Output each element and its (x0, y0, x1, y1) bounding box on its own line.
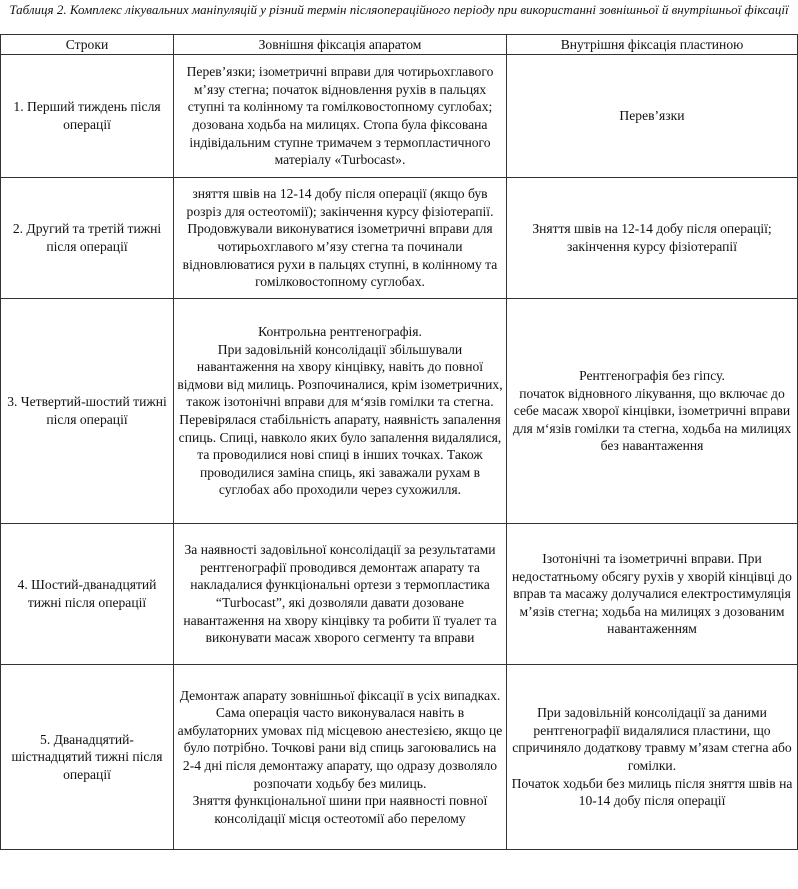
table-row (1, 665, 798, 850)
external-cell (174, 55, 507, 178)
table-row (1, 178, 798, 299)
internal-cell (507, 524, 798, 665)
term-text: 4. Шостий-дванадцятий тижні після операції (17, 577, 157, 610)
table-row (1, 524, 798, 665)
header-terms: Строки (1, 35, 174, 55)
external-text: Контрольна рентгенографія. (258, 324, 422, 340)
internal-text: Рентгенографія без гіпсу. (579, 368, 725, 384)
external-text: Перев’язки; ізометричні вправи для чотирьохглавого м’язу стегна; початок відновлення рухів в пальцях ступні та колінному та гомілковостопному суглобах; дозована ходьба на милицях. Стопа була фіксована індівідальним ступне тримачем з термопластичного матеріалу «Turbocast». (186, 64, 494, 168)
internal-text: Початок ходьби без милиць після зняття швів на 10-14 добу після операції (511, 775, 793, 809)
external-text: Продовжували виконуватися ізометричні вправи для чотирьохглавого м’язу стегна та починали відновлюватися рухи в пальцях ступні, в колінному та гомілковостопному суглобах. (182, 221, 498, 290)
external-cell (174, 665, 507, 850)
external-cell (174, 524, 507, 665)
internal-cell (507, 665, 798, 850)
external-text: За наявності задовільної консолідації за результатами рентгенографії проводився демонтаж апарату та накладалися функціональні ортези з термопластика “Turbocast”, які дозволяли давати дозоване навантаження на хвору кінцівку та робити її туалет та виконувати масаж хворого сегменту та вправи (183, 542, 497, 646)
internal-cell (507, 299, 798, 524)
header-external-fixation: Зовнішня фіксація апаратом (174, 35, 507, 55)
internal-text: Зняття швів на 12-14 добу після операції; закінчення курсу фізіотерапії (532, 221, 772, 254)
table-row (1, 55, 798, 178)
internal-text: Ізотонічні та ізометричні вправи. При недостатньому обсягу рухів у хворій кінцівці до вправ та масажу долучалися електростимуляція м’язів стегна; ходьба на милицях з дозованим навантаженням (512, 551, 792, 637)
term-cell (1, 178, 174, 299)
term-cell (1, 665, 174, 850)
table-header-row (1, 35, 798, 55)
external-cell (174, 299, 507, 524)
external-text: При задовільній консолідації збільшували навантаження на хвору кінцівку, навіть до повної відмови від милиць. Розпочиналися, крім ізометричних, також ізотонічні вправи для м‘язів гомілки та стегна. (177, 341, 503, 410)
treatment-table (0, 34, 798, 850)
term-cell (1, 55, 174, 178)
external-text: Перевірялася стабільність апарату, наявність запалення спиць. Спиці, навколо яких було запалення видалялися, та проводилися нові спиці в інших точках. Також проводилися заміна спиць, які заважали рухам в суглобах або проходили через сухожилля. (178, 412, 502, 498)
external-text: зняття швів на 12-14 добу після операції (якщо був розріз для остеотомії); закінчення курсу фізіотерапії. (186, 186, 494, 219)
internal-text: При задовільній консолідації за даними рентгенографії видалялися пластини, що спричиняло додаткову травму м’язам стегна або гомілки. (512, 705, 792, 773)
term-text: 2. Другий та третій тижні після операції (12, 221, 162, 254)
term-text: 3. Четвертий-шостий тижні після операції (7, 394, 167, 427)
external-cell (174, 178, 507, 299)
internal-text: початок відновного лікування, що включає до себе масаж хворої кінцівки, ізометричні вправи для м‘язів гомілки та стегна, ходьба на милицях без навантаження (512, 385, 792, 454)
term-cell (1, 524, 174, 665)
term-text: 5. Дванадцятий-шістнадцятий тижні після операції (11, 731, 163, 782)
table-caption: Таблиця 2. Комплекс лікувальних маніпуляцій у різний термін післяопераційного періоду при використанні зовнішньої й внутрішньої фіксації (9, 2, 789, 17)
table-row (1, 299, 798, 524)
internal-cell (507, 178, 798, 299)
internal-cell (507, 55, 798, 178)
external-text: Демонтаж апарату зовнішньої фіксації в усіх випадках. Сама операція часто виконувалася навіть в амбулаторних умовах під місцевою анестезією, якщо це було потрібно. Точкові рани від спиць загоювались на 2-4 дні після демонтажу апарату, що одразу дозволяло розпочати ходьбу без милиць. (177, 687, 503, 791)
header-internal-fixation: Внутрішня фіксація пластиною (507, 35, 798, 55)
term-text: 1. Перший тиждень після операції (13, 99, 161, 132)
term-cell (1, 299, 174, 524)
internal-text: Перев’язки (619, 108, 685, 124)
external-text: Зняття функціональної шини при наявності повної консолідації місця остеотомії або перелому (192, 793, 488, 826)
